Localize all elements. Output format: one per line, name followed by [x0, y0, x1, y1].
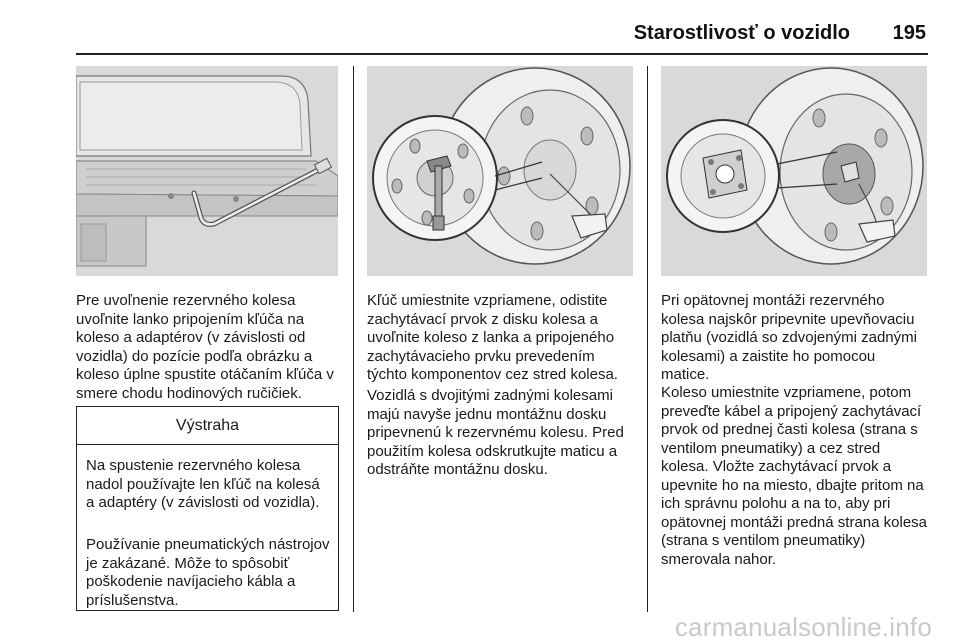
warning-text-1: Na spustenie rezervného kolesa nadol používajte len kľúč na kolesá a adaptéry (v závislosti od vozidla). [86, 457, 320, 511]
header-rule [76, 53, 928, 55]
column3-paragraph-1: Pri opätovnej montáži rezervného kolesa najskôr pripevnite upevňovaciu platňu (vozidlá so zdvojenými zadnými kolesami) a zaistite ho pomocou matice. [661, 292, 917, 383]
column-divider-1 [353, 66, 354, 612]
column3-paragraph-2: Koleso umiestnite vzpriamene, potom preveďte kábel a pripojený zachytávací prvok od prednej časti kolesa (strana s ventilom pneumatiky) a cez stred kolesa. Vložte zachytávací prvok a upevnite ho na miesto, dbajte pritom na ich správnu polohu a na to, aby pri opätovnej montáži predná strana kolesa (strana s ventilom pneumatiky) smerovala nahor. [661, 384, 928, 568]
column-divider-2 [647, 66, 648, 612]
figure-wheel-plate [661, 66, 927, 276]
page-header-title: Starostlivosť o vozidlo [633, 22, 850, 44]
warning-title: Výstraha [77, 407, 338, 445]
column2-paragraph-2: Vozidlá s dvojitými zadnými kolesami majú navyše jednu montážnu dosku pripevnenú k rezervnému kolesu. Pred použitím kolesa odskrutkujte maticu a odstráňte montážnu dosku. [367, 387, 624, 478]
page-number: 195 [892, 22, 926, 44]
column2-paragraph-1: Kľúč umiestnite vzpriamene, odistite zachytávací prvok z disku kolesa a uvoľnite koleso z lanka a pripojeného zachytávacieho prvku prevedením týchto komponentov cez stred kolesa. [367, 292, 618, 383]
warning-box [76, 406, 339, 611]
watermark: carmanualsonline.info [674, 612, 932, 642]
figure-wrench-bumper [76, 66, 338, 276]
warning-text-2: Používanie pneumatických nástrojov je zakázané. Môže to spôsobiť poškodenie navíjacieho kábla a príslušenstva. [86, 536, 330, 609]
figure-wheel-wrench [367, 66, 633, 276]
column1-paragraph: Pre uvoľnenie rezervného kolesa uvoľnite lanko pripojením kľúča na koleso a adaptérov (v závislosti od vozidla) do pozície podľa obrázku a koleso úplne spustite otáčaním kľúča v smere chodu hodinových ručičiek. [76, 292, 334, 402]
